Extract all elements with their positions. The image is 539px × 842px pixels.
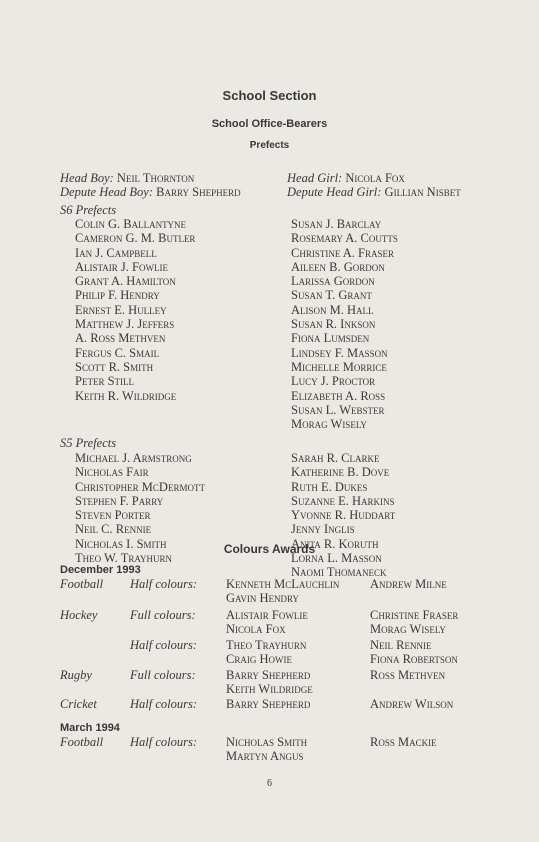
s5-prefects-label: S5 Prefects: [60, 436, 117, 450]
colours-type-label: Half colours:: [130, 638, 198, 652]
list-item: Ross Methven: [370, 668, 446, 682]
colours-names-col1: [226, 697, 310, 711]
list-item: Nicholas Fair: [75, 465, 149, 480]
colours-names-col2: [370, 697, 453, 711]
colours-type-label: Half colours:: [130, 697, 198, 711]
list-item: Cameron G. M. Butler: [75, 231, 196, 246]
colours-names-col2: [370, 638, 458, 667]
colours-names-col2: [370, 668, 445, 682]
list-item: Stephen F. Parry: [75, 493, 164, 508]
list-item: Susan T. Grant: [291, 288, 372, 303]
list-item: Keith Wildridge: [226, 682, 313, 697]
list-item: Craig Howie: [226, 652, 292, 667]
depute-head-girl-line: [287, 185, 461, 199]
list-item: Nicholas Smith: [226, 735, 308, 749]
list-item: Alistair Fowlie: [226, 608, 308, 622]
colours-names-col1: [226, 735, 307, 764]
list-item: Rosemary A. Coutts: [291, 231, 398, 246]
list-item: Ian J. Campbell: [75, 245, 157, 260]
list-item: Kenneth McLauchlin: [226, 577, 340, 591]
list-item: Susan R. Inkson: [291, 317, 376, 332]
list-item: Morag Wisely: [291, 417, 367, 432]
list-item: Michael J. Armstrong: [75, 451, 192, 465]
s6-boys-list: [75, 217, 195, 403]
colours-names-col1: [226, 638, 306, 667]
list-item: Christine A. Fraser: [291, 245, 395, 260]
list-item: Scott R. Smith: [75, 359, 154, 374]
list-item: Susan L. Webster: [291, 402, 385, 417]
depute-head-boy-name: Barry Shepherd: [156, 185, 241, 199]
list-item: Aileen B. Gordon: [291, 259, 385, 274]
page-number: 6: [267, 778, 272, 789]
list-item: Keith R. Wildridge: [75, 388, 177, 403]
list-item: Colin G. Ballantyne: [75, 217, 187, 231]
list-item: Grant A. Hamilton: [75, 274, 176, 289]
head-girl-name: Nicola Fox: [345, 171, 405, 185]
list-item: Ernest E. Hulley: [75, 302, 167, 317]
list-item: Suzanne E. Harkins: [291, 493, 395, 508]
list-item: Alison M. Hall: [291, 302, 374, 317]
colours-names-col1: [226, 608, 308, 637]
head-boy-name: Neil Thornton: [116, 171, 195, 185]
colours-names-col1: [226, 577, 339, 606]
head-girl-line: [287, 171, 405, 185]
list-item: Anita R. Koruth: [291, 536, 379, 551]
list-item: Ross Mackie: [370, 735, 437, 749]
list-item: Nicholas I. Smith: [75, 536, 167, 551]
list-item: A. Ross Methven: [75, 331, 166, 346]
list-item: Naomi Thomaneck: [291, 565, 387, 580]
head-boy-line: [60, 171, 194, 185]
list-item: Barry Shepherd: [226, 697, 311, 711]
list-item: Fergus C. Smail: [75, 345, 160, 360]
sport-label: Football: [60, 735, 104, 749]
sport-label: Football: [60, 577, 104, 591]
list-item: Elizabeth A. Ross: [291, 388, 386, 403]
head-girl-label: Head Girl:: [287, 171, 343, 185]
list-item: Fiona Robertson: [370, 652, 458, 667]
list-item: Barry Shepherd: [226, 668, 311, 682]
list-item: Neil Rennie: [370, 638, 432, 652]
list-item: Nicola Fox: [226, 622, 286, 637]
list-item: Matthew J. Jeffers: [75, 317, 175, 332]
list-item: Philip F. Hendry: [75, 288, 160, 303]
head-boy-label: Head Boy:: [60, 171, 114, 185]
list-item: Michelle Morrice: [291, 359, 387, 374]
colours-names-col2: [370, 608, 458, 637]
s6-prefects-label: S6 Prefects: [60, 203, 117, 217]
colours-names-col2: [370, 735, 437, 749]
depute-head-girl-name: Gillian Nisbet: [384, 185, 461, 199]
list-item: Steven Porter: [75, 508, 151, 523]
office-bearers-heading: School Office-Bearers: [211, 118, 328, 130]
section-heading: School Section: [222, 88, 317, 103]
colours-type-label: Full colours:: [130, 608, 196, 622]
colours-type-label: Half colours:: [130, 577, 198, 591]
list-item: Morag Wisely: [370, 622, 446, 637]
list-item: Andrew Milne: [370, 577, 447, 591]
list-item: Theo W. Trayhurn: [75, 551, 173, 566]
list-item: Neil C. Rennie: [75, 522, 152, 537]
colours-awards-heading: Colours Awards: [223, 542, 316, 556]
list-item: Gavin Hendry: [226, 591, 300, 606]
list-item: Christine Fraser: [370, 608, 459, 622]
s6-girls-list: [291, 217, 398, 431]
sport-label: Rugby: [60, 668, 92, 682]
list-item: Alistair J. Fowlie: [75, 259, 168, 274]
prefects-heading: Prefects: [249, 140, 290, 151]
colours-type-label: Half colours:: [130, 735, 198, 749]
depute-head-boy-line: [60, 185, 241, 199]
list-item: Yvonne R. Huddart: [291, 508, 396, 523]
list-item: Peter Still: [75, 374, 135, 389]
list-item: Martyn Angus: [226, 749, 304, 764]
list-item: Christopher McDermott: [75, 479, 205, 494]
list-item: Jenny Inglis: [291, 522, 355, 537]
depute-head-boy-label: Depute Head Boy:: [60, 185, 154, 199]
list-item: Lindsey F. Masson: [291, 345, 388, 360]
list-item: Katherine B. Dove: [291, 465, 390, 480]
march-1994-heading: March 1994: [60, 722, 120, 734]
colours-names-col1: [226, 668, 313, 697]
sport-label: Hockey: [60, 608, 98, 622]
depute-head-girl-label: Depute Head Girl:: [287, 185, 382, 199]
december-1993-heading: December 1993: [60, 564, 141, 576]
list-item: Andrew Wilson: [370, 697, 454, 711]
sport-label: Cricket: [60, 697, 97, 711]
list-item: Lorna L. Masson: [291, 551, 382, 566]
colours-type-label: Full colours:: [130, 668, 196, 682]
colours-names-col2: [370, 577, 447, 591]
list-item: Larissa Gordon: [291, 274, 375, 289]
list-item: Ruth E. Dukes: [291, 479, 368, 494]
list-item: Lucy J. Proctor: [291, 374, 376, 389]
list-item: Sarah R. Clarke: [291, 451, 380, 465]
list-item: Susan J. Barclay: [291, 217, 382, 231]
list-item: Theo Trayhurn: [226, 638, 307, 652]
s5-girls-list: [291, 451, 395, 580]
list-item: Fiona Lumsden: [291, 331, 370, 346]
